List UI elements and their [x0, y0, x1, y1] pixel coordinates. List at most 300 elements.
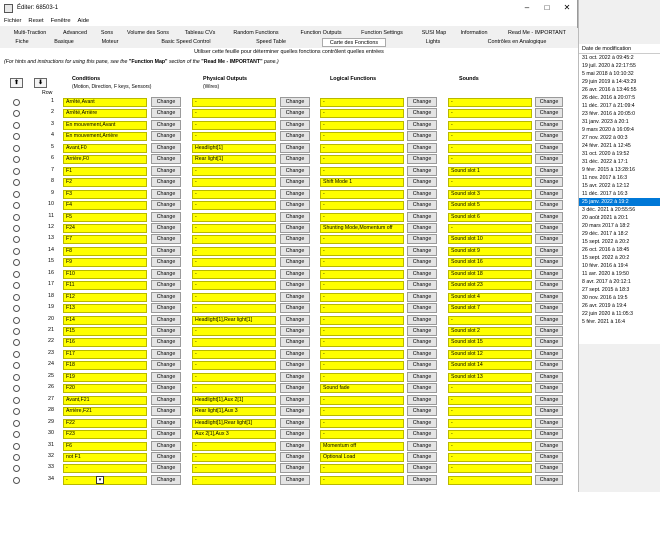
logical-change-button[interactable]: Change: [407, 372, 437, 382]
move-up-icon[interactable]: ⬆: [10, 78, 23, 88]
physical-change-button[interactable]: Change: [280, 269, 310, 279]
sound-field[interactable]: -: [448, 132, 532, 141]
conditions-field[interactable]: F23: [63, 430, 147, 439]
sound-field[interactable]: -: [448, 178, 532, 187]
conditions-field[interactable]: Avant,F0: [63, 144, 147, 153]
move-down-icon[interactable]: ⬇: [34, 78, 47, 88]
sound-field[interactable]: -: [448, 476, 532, 485]
tab-lights[interactable]: Lights: [425, 39, 441, 45]
sound-change-button[interactable]: Change: [535, 463, 563, 473]
physical-change-button[interactable]: Change: [280, 292, 310, 302]
sound-change-button[interactable]: Change: [535, 143, 563, 153]
sound-field[interactable]: Sound slot 12: [448, 350, 532, 359]
sound-field[interactable]: Sound slot 14: [448, 361, 532, 370]
sound-change-button[interactable]: Change: [535, 315, 563, 325]
logical-function-field[interactable]: -: [320, 476, 404, 485]
sound-change-button[interactable]: Change: [535, 257, 563, 267]
sound-change-button[interactable]: Change: [535, 246, 563, 256]
physical-output-field[interactable]: -: [192, 373, 276, 382]
sound-change-button[interactable]: Change: [535, 131, 563, 141]
row-select-radio[interactable]: [13, 122, 20, 129]
conditions-field[interactable]: En mouvement,Avant: [63, 121, 147, 130]
row-select-radio[interactable]: [13, 133, 20, 140]
file-date-item[interactable]: 15 avr. 2022 à 12:12: [582, 183, 630, 189]
logical-function-field[interactable]: -: [320, 338, 404, 347]
sound-field[interactable]: Sound slot 9: [448, 247, 532, 256]
conditions-change-button[interactable]: Change: [151, 337, 181, 347]
physical-change-button[interactable]: Change: [280, 223, 310, 233]
sound-field[interactable]: Sound slot 4: [448, 293, 532, 302]
file-date-item[interactable]: 20 mars 2017 à 18:2: [582, 223, 630, 229]
sound-change-button[interactable]: Change: [535, 418, 563, 428]
logical-change-button[interactable]: Change: [407, 189, 437, 199]
conditions-change-button[interactable]: Change: [151, 326, 181, 336]
conditions-field[interactable]: F6: [63, 442, 147, 451]
row-select-radio[interactable]: [13, 191, 20, 198]
logical-change-button[interactable]: Change: [407, 212, 437, 222]
conditions-change-button[interactable]: Change: [151, 97, 181, 107]
tab-sons[interactable]: Sons: [100, 30, 114, 36]
conditions-change-button[interactable]: Change: [151, 292, 181, 302]
physical-change-button[interactable]: Change: [280, 337, 310, 347]
logical-function-field[interactable]: -: [320, 396, 404, 405]
sound-change-button[interactable]: Change: [535, 177, 563, 187]
logical-change-button[interactable]: Change: [407, 337, 437, 347]
physical-change-button[interactable]: Change: [280, 200, 310, 210]
conditions-change-button[interactable]: Change: [151, 303, 181, 313]
logical-change-button[interactable]: Change: [407, 349, 437, 359]
row-select-radio[interactable]: [13, 374, 20, 381]
physical-output-field[interactable]: -: [192, 476, 276, 485]
sound-change-button[interactable]: Change: [535, 452, 563, 462]
conditions-field[interactable]: F20: [63, 384, 147, 393]
conditions-field[interactable]: Arrêté,Arrière: [63, 109, 147, 118]
conditions-change-button[interactable]: Change: [151, 315, 181, 325]
file-date-item[interactable]: 24 févr. 2021 à 12:45: [582, 143, 631, 149]
tab-moteur[interactable]: Moteur: [101, 39, 119, 45]
conditions-change-button[interactable]: Change: [151, 246, 181, 256]
minimize-icon[interactable]: –: [524, 3, 530, 12]
sound-change-button[interactable]: Change: [535, 383, 563, 393]
file-date-item[interactable]: 10 févr. 2016 à 19:4: [582, 263, 628, 269]
logical-change-button[interactable]: Change: [407, 429, 437, 439]
file-date-item[interactable]: 26 avr. 2016 à 13:46:55: [582, 87, 637, 93]
conditions-change-button[interactable]: Change: [151, 143, 181, 153]
sound-change-button[interactable]: Change: [535, 441, 563, 451]
physical-output-field[interactable]: -: [192, 464, 276, 473]
sound-field[interactable]: -: [448, 109, 532, 118]
row-select-radio[interactable]: [13, 397, 20, 404]
sound-field[interactable]: -: [448, 396, 532, 405]
sound-change-button[interactable]: Change: [535, 406, 563, 416]
physical-output-field[interactable]: -: [192, 201, 276, 210]
conditions-field[interactable]: F18: [63, 361, 147, 370]
tab-carte-des-fonctions[interactable]: Carte des Fonctions: [322, 38, 386, 47]
conditions-change-button[interactable]: Change: [151, 154, 181, 164]
sound-change-button[interactable]: Change: [535, 97, 563, 107]
logical-function-field[interactable]: -: [320, 201, 404, 210]
menu-aide[interactable]: Aide: [77, 18, 90, 24]
conditions-change-button[interactable]: Change: [151, 383, 181, 393]
file-date-item[interactable]: 15 sept. 2022 à 20:2: [582, 239, 630, 245]
file-date-item[interactable]: 31 oct. 2020 à 19:52: [582, 151, 630, 157]
conditions-change-button[interactable]: Change: [151, 166, 181, 176]
conditions-change-button[interactable]: Change: [151, 223, 181, 233]
physical-change-button[interactable]: Change: [280, 97, 310, 107]
file-date-item[interactable]: 29 déc. 2017 à 18:2: [582, 231, 628, 237]
physical-output-field[interactable]: -: [192, 190, 276, 199]
conditions-field[interactable]: F22: [63, 419, 147, 428]
tab-advanced[interactable]: Advanced: [63, 30, 87, 36]
file-date-item[interactable]: 20 août 2021 à 20:1: [582, 215, 629, 221]
file-date-item[interactable]: 5 mai 2018 à 10:10:32: [582, 71, 634, 77]
file-date-item[interactable]: 26 déc. 2016 à 20:07:5: [582, 95, 636, 101]
row-select-radio[interactable]: [13, 202, 20, 209]
sound-field[interactable]: -: [448, 442, 532, 451]
physical-change-button[interactable]: Change: [280, 349, 310, 359]
logical-change-button[interactable]: Change: [407, 441, 437, 451]
conditions-change-button[interactable]: Change: [151, 212, 181, 222]
tab-susi-map[interactable]: SUSI Map: [421, 30, 447, 36]
physical-output-field[interactable]: Aux 2[1],Aux 3: [192, 430, 276, 439]
sound-change-button[interactable]: Change: [535, 269, 563, 279]
row-select-radio[interactable]: [13, 271, 20, 278]
file-date-item[interactable]: 9 févr. 2015 à 13:28:16: [582, 167, 636, 173]
file-date-item[interactable]: 11 avr. 2020 à 19:50: [582, 271, 629, 277]
physical-output-field[interactable]: -: [192, 350, 276, 359]
row-select-radio[interactable]: [13, 385, 20, 392]
file-date-item[interactable]: 11 déc. 2017 à 16:3: [582, 191, 628, 197]
conditions-field[interactable]: Arrêté,Avant: [63, 98, 147, 107]
physical-change-button[interactable]: Change: [280, 372, 310, 382]
physical-output-field[interactable]: Rear light[1]: [192, 155, 276, 164]
sound-field[interactable]: Sound slot 2: [448, 327, 532, 336]
conditions-change-button[interactable]: Change: [151, 234, 181, 244]
logical-function-field[interactable]: -: [320, 213, 404, 222]
conditions-change-button[interactable]: Change: [151, 269, 181, 279]
sound-field[interactable]: -: [448, 316, 532, 325]
logical-change-button[interactable]: Change: [407, 131, 437, 141]
file-date-item[interactable]: 31 oct. 2022 à 09:45:2: [582, 55, 634, 61]
logical-function-field[interactable]: -: [320, 121, 404, 130]
physical-output-field[interactable]: -: [192, 167, 276, 176]
sound-field[interactable]: -: [448, 121, 532, 130]
tab-function-outputs[interactable]: Function Outputs: [300, 30, 342, 36]
physical-output-field[interactable]: -: [192, 121, 276, 130]
close-icon[interactable]: ✕: [563, 3, 571, 12]
physical-output-field[interactable]: -: [192, 178, 276, 187]
tab-random-functions[interactable]: Random Functions: [233, 30, 279, 36]
file-date-item[interactable]: 30 nov. 2016 à 19:5: [582, 295, 628, 301]
physical-output-field[interactable]: -: [192, 327, 276, 336]
conditions-field[interactable]: F7: [63, 235, 147, 244]
sound-change-button[interactable]: Change: [535, 292, 563, 302]
menu-fenetre[interactable]: Fenêtre: [50, 18, 71, 24]
row-select-radio[interactable]: [13, 236, 20, 243]
conditions-field[interactable]: F16: [63, 338, 147, 347]
logical-change-button[interactable]: Change: [407, 154, 437, 164]
logical-change-button[interactable]: Change: [407, 143, 437, 153]
file-date-item[interactable]: 26 avr. 2019 à 19:4: [582, 303, 627, 309]
conditions-change-button[interactable]: Change: [151, 131, 181, 141]
sound-field[interactable]: Sound slot 13: [448, 373, 532, 382]
sound-change-button[interactable]: Change: [535, 395, 563, 405]
conditions-field[interactable]: -: [63, 464, 147, 473]
tab-basique[interactable]: Basique: [54, 39, 74, 45]
conditions-change-button[interactable]: Change: [151, 280, 181, 290]
conditions-change-button[interactable]: Change: [151, 360, 181, 370]
row-select-radio[interactable]: [13, 443, 20, 450]
tab-read-me[interactable]: Read Me - IMPORTANT: [508, 30, 566, 36]
physical-change-button[interactable]: Change: [280, 463, 310, 473]
physical-output-field[interactable]: -: [192, 293, 276, 302]
sound-change-button[interactable]: Change: [535, 372, 563, 382]
logical-change-button[interactable]: Change: [407, 418, 437, 428]
logical-function-field[interactable]: -: [320, 235, 404, 244]
conditions-field[interactable]: F15: [63, 327, 147, 336]
physical-output-field[interactable]: -: [192, 132, 276, 141]
sound-field[interactable]: -: [448, 407, 532, 416]
sound-change-button[interactable]: Change: [535, 429, 563, 439]
file-date-item[interactable]: 31 janv. 2023 à 20:1: [582, 119, 629, 125]
physical-change-button[interactable]: Change: [280, 383, 310, 393]
row-select-radio[interactable]: [13, 156, 20, 163]
logical-change-button[interactable]: Change: [407, 269, 437, 279]
logical-function-field[interactable]: -: [320, 98, 404, 107]
file-date-item[interactable]: 3 déc. 2021 à 20:55:56: [582, 207, 636, 213]
logical-function-field[interactable]: -: [320, 304, 404, 313]
logical-change-button[interactable]: Change: [407, 166, 437, 176]
file-date-item[interactable]: 11 nov. 2017 à 16:3: [582, 175, 628, 181]
physical-output-field[interactable]: -: [192, 338, 276, 347]
physical-change-button[interactable]: Change: [280, 212, 310, 222]
physical-change-button[interactable]: Change: [280, 257, 310, 267]
file-date-item[interactable]: 29 juin 2019 à 14:43:29: [582, 79, 637, 85]
physical-output-field[interactable]: -: [192, 281, 276, 290]
logical-function-field[interactable]: -: [320, 373, 404, 382]
conditions-field[interactable]: not F1: [63, 453, 147, 462]
logical-change-button[interactable]: Change: [407, 97, 437, 107]
conditions-field[interactable]: F2: [63, 178, 147, 187]
logical-function-field[interactable]: Momentum off: [320, 442, 404, 451]
row-select-radio[interactable]: [13, 454, 20, 461]
physical-change-button[interactable]: Change: [280, 246, 310, 256]
logical-function-field[interactable]: -: [320, 293, 404, 302]
logical-change-button[interactable]: Change: [407, 463, 437, 473]
conditions-field[interactable]: F4: [63, 201, 147, 210]
file-date-item[interactable]: 27 nov. 2022 à 00:3: [582, 135, 628, 141]
logical-change-button[interactable]: Change: [407, 315, 437, 325]
logical-function-field[interactable]: -: [320, 350, 404, 359]
sound-change-button[interactable]: Change: [535, 200, 563, 210]
file-date-item[interactable]: 9 mars 2020 à 16:09:4: [582, 127, 634, 133]
logical-function-field[interactable]: -: [320, 430, 404, 439]
logical-function-field[interactable]: -: [320, 190, 404, 199]
conditions-field[interactable]: F5: [63, 213, 147, 222]
sound-change-button[interactable]: Change: [535, 223, 563, 233]
sound-field[interactable]: Sound slot 10: [448, 235, 532, 244]
row-select-radio[interactable]: [13, 477, 20, 484]
physical-change-button[interactable]: Change: [280, 406, 310, 416]
physical-change-button[interactable]: Change: [280, 154, 310, 164]
logical-function-field[interactable]: -: [320, 316, 404, 325]
sound-field[interactable]: Sound slot 23: [448, 281, 532, 290]
sound-field[interactable]: -: [448, 384, 532, 393]
physical-output-field[interactable]: Rear light[1],Aux 3: [192, 407, 276, 416]
file-date-item[interactable]: 26 oct. 2016 à 18:45: [582, 247, 630, 253]
sound-change-button[interactable]: Change: [535, 326, 563, 336]
conditions-field[interactable]: F9: [63, 258, 147, 267]
logical-function-field[interactable]: -: [320, 247, 404, 256]
file-date-item[interactable]: 5 févr. 2021 à 16:4: [582, 319, 625, 325]
sound-change-button[interactable]: Change: [535, 303, 563, 313]
logical-function-field[interactable]: -: [320, 155, 404, 164]
conditions-change-button[interactable]: Change: [151, 200, 181, 210]
logical-function-field[interactable]: -: [320, 144, 404, 153]
logical-function-field[interactable]: -: [320, 258, 404, 267]
menu-reset[interactable]: Reset: [28, 18, 44, 24]
file-date-item[interactable]: 22 juin 2020 à 11:05:3: [582, 311, 633, 317]
logical-change-button[interactable]: Change: [407, 234, 437, 244]
conditions-change-button[interactable]: Change: [151, 372, 181, 382]
logical-function-field[interactable]: -: [320, 464, 404, 473]
conditions-change-button[interactable]: Change: [151, 108, 181, 118]
row-select-radio[interactable]: [13, 317, 20, 324]
conditions-field[interactable]: Avant,F21: [63, 396, 147, 405]
conditions-change-button[interactable]: Change: [151, 120, 181, 130]
physical-change-button[interactable]: Change: [280, 315, 310, 325]
sound-field[interactable]: Sound slot 5: [448, 201, 532, 210]
conditions-change-button[interactable]: Change: [151, 452, 181, 462]
conditions-change-button[interactable]: Change: [151, 177, 181, 187]
row-select-radio[interactable]: [13, 168, 20, 175]
physical-change-button[interactable]: Change: [280, 108, 310, 118]
logical-change-button[interactable]: Change: [407, 200, 437, 210]
physical-output-field[interactable]: -: [192, 270, 276, 279]
dropdown-arrow-icon[interactable]: ▾: [96, 476, 104, 484]
sound-field[interactable]: -: [448, 419, 532, 428]
conditions-change-button[interactable]: Change: [151, 406, 181, 416]
sound-field[interactable]: Sound slot 1: [448, 167, 532, 176]
tab-information[interactable]: Information: [460, 30, 488, 36]
sound-change-button[interactable]: Change: [535, 280, 563, 290]
physical-output-field[interactable]: -: [192, 109, 276, 118]
physical-change-button[interactable]: Change: [280, 452, 310, 462]
conditions-field[interactable]: Arrière,F21: [63, 407, 147, 416]
sound-field[interactable]: Sound slot 3: [448, 190, 532, 199]
logical-change-button[interactable]: Change: [407, 177, 437, 187]
logical-change-button[interactable]: Change: [407, 257, 437, 267]
file-date-item[interactable]: 8 avr. 2017 à 20:12:1: [582, 279, 631, 285]
row-select-radio[interactable]: [13, 362, 20, 369]
conditions-change-button[interactable]: Change: [151, 189, 181, 199]
row-select-radio[interactable]: [13, 294, 20, 301]
row-select-radio[interactable]: [13, 145, 20, 152]
logical-change-button[interactable]: Change: [407, 246, 437, 256]
physical-change-button[interactable]: Change: [280, 189, 310, 199]
sound-field[interactable]: Sound slot 18: [448, 270, 532, 279]
logical-change-button[interactable]: Change: [407, 406, 437, 416]
row-select-radio[interactable]: [13, 305, 20, 312]
file-date-item[interactable]: 19 juil. 2020 à 22:17:55: [582, 63, 636, 69]
conditions-change-button[interactable]: Change: [151, 395, 181, 405]
sound-field[interactable]: Sound slot 7: [448, 304, 532, 313]
row-select-radio[interactable]: [13, 99, 20, 106]
logical-function-field[interactable]: -: [320, 270, 404, 279]
conditions-field[interactable]: -: [63, 476, 147, 485]
logical-change-button[interactable]: Change: [407, 383, 437, 393]
conditions-field[interactable]: F12: [63, 293, 147, 302]
physical-change-button[interactable]: Change: [280, 143, 310, 153]
physical-output-field[interactable]: -: [192, 213, 276, 222]
conditions-field[interactable]: F1: [63, 167, 147, 176]
sound-field[interactable]: Sound slot 16: [448, 258, 532, 267]
conditions-change-button[interactable]: Change: [151, 463, 181, 473]
file-date-item[interactable]: 31 déc. 2022 à 17:1: [582, 159, 628, 165]
row-select-radio[interactable]: [13, 214, 20, 221]
sound-change-button[interactable]: Change: [535, 349, 563, 359]
physical-change-button[interactable]: Change: [280, 429, 310, 439]
logical-change-button[interactable]: Change: [407, 280, 437, 290]
sound-field[interactable]: -: [448, 98, 532, 107]
logical-change-button[interactable]: Change: [407, 120, 437, 130]
row-select-radio[interactable]: [13, 225, 20, 232]
conditions-change-button[interactable]: Change: [151, 429, 181, 439]
physical-output-field[interactable]: -: [192, 304, 276, 313]
conditions-field[interactable]: Arrière,F0: [63, 155, 147, 164]
sound-field[interactable]: -: [448, 144, 532, 153]
sound-change-button[interactable]: Change: [535, 475, 563, 485]
file-date-item[interactable]: 25 janv. 2022 à 19:2: [579, 198, 660, 206]
tab-function-settings[interactable]: Function Settings: [361, 30, 403, 36]
sound-field[interactable]: Sound slot 6: [448, 213, 532, 222]
physical-change-button[interactable]: Change: [280, 441, 310, 451]
conditions-field[interactable]: En mouvement,Arrière: [63, 132, 147, 141]
row-select-radio[interactable]: [13, 351, 20, 358]
sound-field[interactable]: -: [448, 224, 532, 233]
physical-output-field[interactable]: -: [192, 247, 276, 256]
sound-field[interactable]: Sound slot 15: [448, 338, 532, 347]
row-select-radio[interactable]: [13, 465, 20, 472]
row-select-radio[interactable]: [13, 282, 20, 289]
physical-output-field[interactable]: -: [192, 453, 276, 462]
logical-change-button[interactable]: Change: [407, 360, 437, 370]
logical-function-field[interactable]: -: [320, 419, 404, 428]
conditions-field[interactable]: F24: [63, 224, 147, 233]
logical-function-field[interactable]: Optional Load: [320, 453, 404, 462]
physical-change-button[interactable]: Change: [280, 120, 310, 130]
date-modified-header[interactable]: Date de modification: [579, 44, 660, 54]
tab-controles-analogique[interactable]: Contrôles en Analogique: [487, 39, 547, 45]
logical-change-button[interactable]: Change: [407, 475, 437, 485]
sound-field[interactable]: -: [448, 430, 532, 439]
physical-output-field[interactable]: -: [192, 384, 276, 393]
physical-output-field[interactable]: Headlight[1]: [192, 144, 276, 153]
tab-volume-des-sons[interactable]: Volume des Sons: [127, 30, 169, 36]
row-select-radio[interactable]: [13, 248, 20, 255]
file-date-item[interactable]: 11 déc. 2017 à 21:09:4: [582, 103, 635, 109]
row-select-radio[interactable]: [13, 408, 20, 415]
sound-change-button[interactable]: Change: [535, 154, 563, 164]
physical-change-button[interactable]: Change: [280, 360, 310, 370]
conditions-field[interactable]: F11: [63, 281, 147, 290]
conditions-change-button[interactable]: Change: [151, 257, 181, 267]
sound-change-button[interactable]: Change: [535, 337, 563, 347]
physical-change-button[interactable]: Change: [280, 177, 310, 187]
sound-change-button[interactable]: Change: [535, 360, 563, 370]
physical-change-button[interactable]: Change: [280, 166, 310, 176]
logical-function-field[interactable]: Sound fade: [320, 384, 404, 393]
